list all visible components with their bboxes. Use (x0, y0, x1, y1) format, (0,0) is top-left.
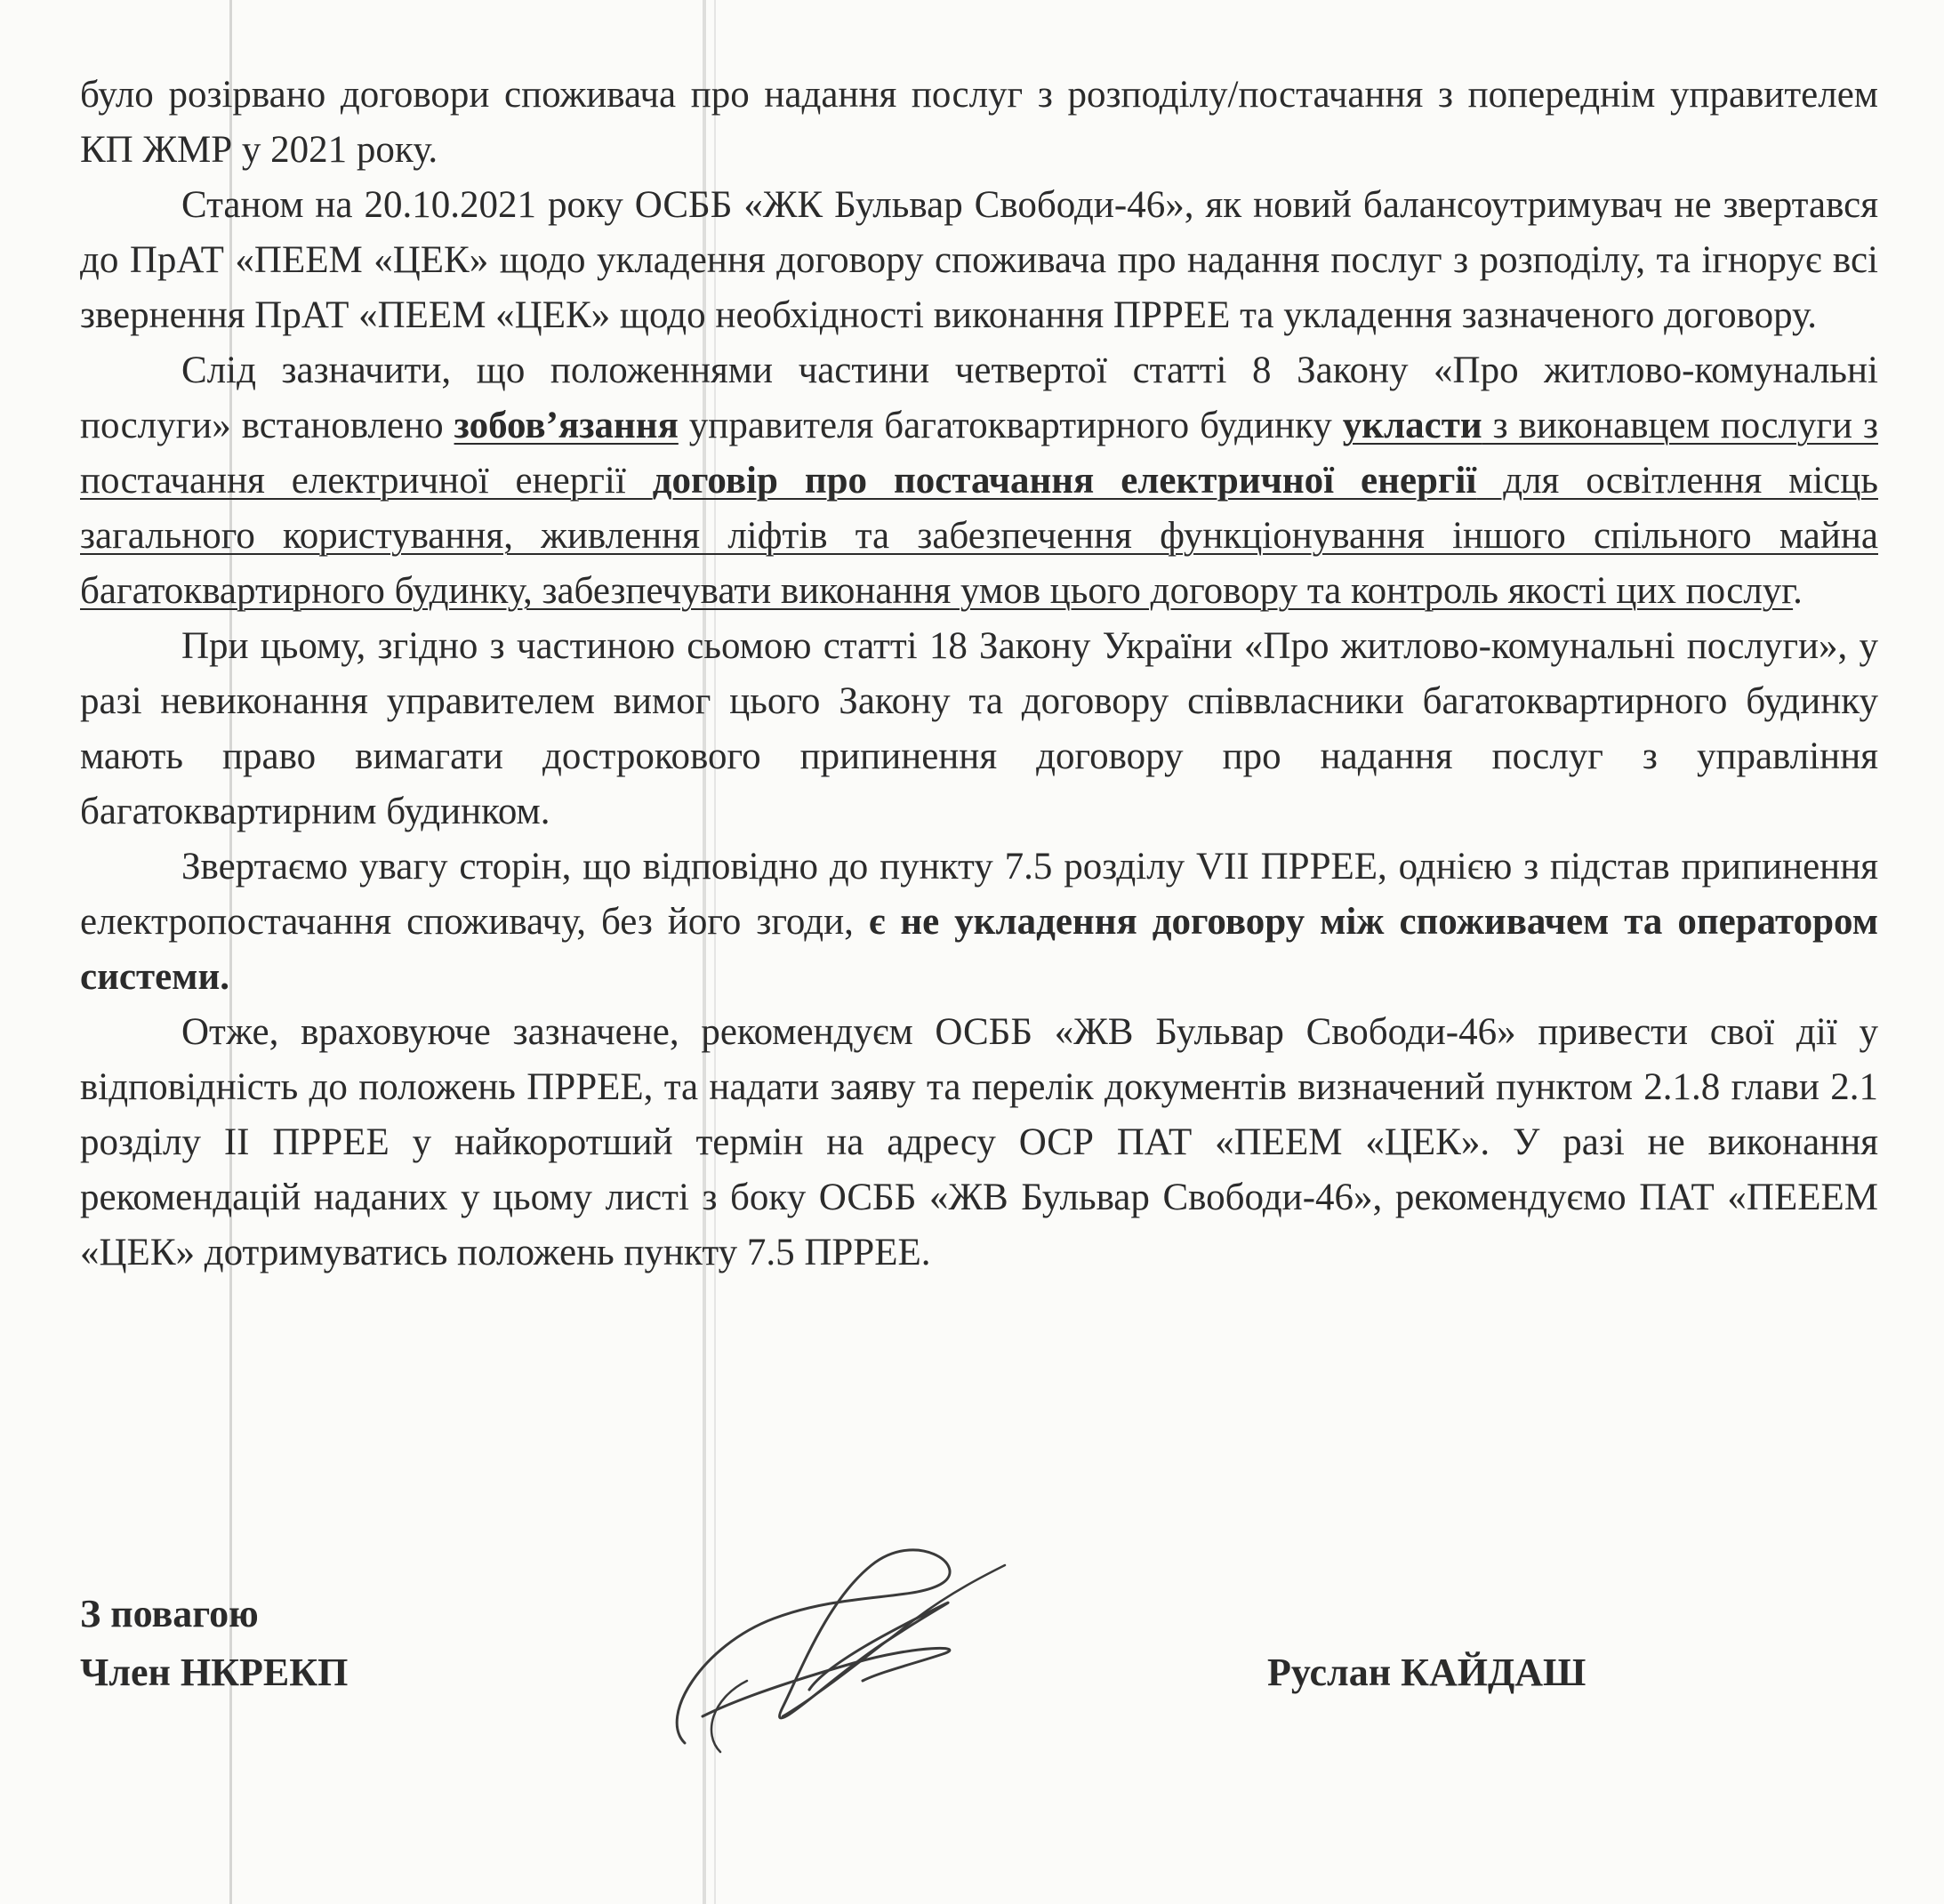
handwritten-signature (649, 1512, 1058, 1779)
obligation-term: зобов’язання (454, 405, 679, 446)
paragraph-3-text: управителя багатоквартирного будинку (678, 405, 1343, 446)
paragraph-2: Станом на 20.10.2021 року ОСББ «ЖК Бульвар Свободи-46», як новий балансоутримувач не звертався до ПрАТ «ПЕЕМ «ЦЕК» щодо укладення договору споживача про надання послуг з розподілу, та ігнорує всі звернення ПрАТ «ПЕЕМ «ЦЕК» щодо необхідності виконання ПРРЕЕ та укладення зазначеного договору. (80, 184, 1878, 336)
paragraph-3 (80, 343, 1878, 619)
paragraph-5-bold-text: є не укладення договору між споживачем та оператором системи. (80, 901, 1878, 998)
paragraph-3-text: . (1793, 570, 1803, 612)
paragraph-3-underlined-text: для освітлення місць загального користування, живлення ліфтів та забезпечення функціонування іншого спільного майна багатоквартирного будинку, забезпечувати виконання умов цього договору та контроль якості цих послуг (80, 460, 1879, 612)
paragraph-5 (80, 840, 1878, 1005)
paragraph-5-text: Звертаємо увагу сторін, що відповідно до пункту 7.5 розділу VII ПРРЕЕ, однією з підстав припинення електропостачання споживачу, без його згоди, (80, 846, 1878, 943)
supply-contract-term: договір про постачання електричної енергії (652, 460, 1477, 502)
conclude-term: укласти (1342, 405, 1482, 446)
paragraph-4: При цьому, згідно з частиною сьомою статті 18 Закону України «Про житлово-комунальні послуги», у разі невиконання управителем вимог цього Закону та договору співвласники багатоквартирного будинку мають право вимагати дострокового припинення договору про надання послуг з управління багатоквартирним будинком. (80, 625, 1878, 832)
paragraph-1: було розірвано договори споживача про надання послуг з розподілу/постачання з попереднім управителем КП ЖМР у 2021 року. (80, 74, 1878, 171)
regards-text: З повагою (80, 1592, 259, 1635)
paragraph-6: Отже, враховуюче зазначене, рекомендуєм ОСББ «ЖВ Бульвар Свободи-46» привести свої дії у відповідність до положень ПРРЕЕ, та надати заяву та перелік документів визначений пунктом 2.1.8 глави 2.1 розділу II ПРРЕЕ у найкоротший термін на адресу ОСР ПАТ «ПЕЕМ «ЦЕК». У разі не виконання рекомендацій наданих у цьому листі з боку ОСББ «ЖВ Бульвар Свободи-46», рекомендуємо ПАТ «ПЕЕЕМ «ЦЕК» дотримуватись положень пункту 7.5 ПРРЕЕ. (80, 1011, 1878, 1273)
signer-position: Член НКРЕКП (80, 1651, 349, 1694)
closing-block (80, 1585, 348, 1702)
paragraph-3-underlined-text: з виконавцем послуги з постачання електричної енергії (80, 405, 1878, 502)
signer-name: Руслан КАЙДАШ (1267, 1651, 1587, 1694)
letter-body (80, 68, 1878, 1281)
paragraph-3-text: Слід зазначити, що положеннями частини четвертої статті 8 Закону «Про житлово-комунальні послуги» встановлено (80, 349, 1878, 446)
